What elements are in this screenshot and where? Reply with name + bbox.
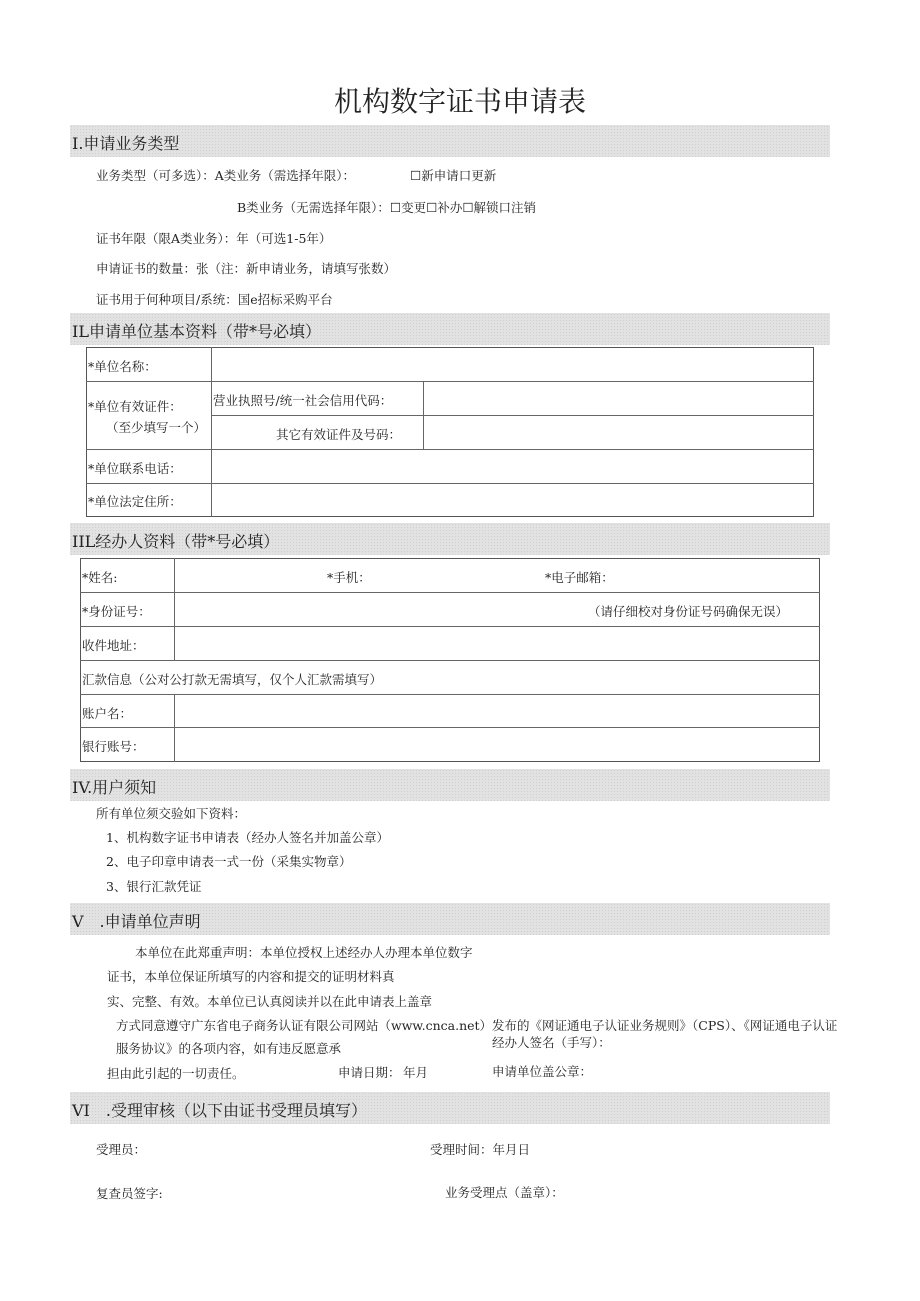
agent-id-label: *身份证号： bbox=[82, 604, 151, 619]
cert-quantity: 申请证书的数量：张（注：新申请业务，请填写张数） bbox=[96, 261, 397, 276]
notice-item: 1、机构数字证书申请表（经办人签名并加盖公章） bbox=[106, 830, 389, 845]
remit-info-label: 汇款信息（公对公打款无需填写，仅个人汇款需填写） bbox=[82, 672, 383, 687]
mail-address-label: 收件地址： bbox=[82, 638, 145, 653]
unit-phone-label: *单位联系电话： bbox=[88, 461, 182, 476]
business-type-a-options[interactable]: ☐新申请口更新 bbox=[410, 168, 497, 183]
agent-mobile-label: *手机： bbox=[327, 570, 371, 585]
form-title: 机构数字证书申请表 bbox=[333, 85, 586, 118]
cert-years: 证书年限（限A类业务）：年（可选1-5年） bbox=[96, 231, 332, 246]
section-4-header: IV.用户须知 bbox=[70, 769, 830, 801]
service-point-label: 业务受理点（盖章）： bbox=[445, 1185, 564, 1200]
unit-seal-label: 申请单位盖公章： bbox=[492, 1064, 593, 1079]
account-name-label: 账户名： bbox=[82, 706, 133, 721]
reviewer-label: 复查员签字: bbox=[96, 1186, 163, 1201]
license-label: 营业执照号/统一社会信用代码： bbox=[213, 393, 393, 408]
business-type-b[interactable]: B类业务（无需选择年限）：☐变更☐补办☐解锁口注销 bbox=[237, 200, 537, 215]
business-type-a: 业务类型（可多选）：A类业务（需选择年限）： bbox=[96, 168, 356, 183]
clerk-label: 受理员： bbox=[96, 1142, 147, 1157]
agent-id-note: （请仔细校对身份证号码确保无误） bbox=[588, 604, 789, 619]
apply-date-ym: 年月 bbox=[403, 1065, 429, 1080]
apply-date-label: 申请日期： bbox=[338, 1065, 401, 1080]
unit-address-label: *单位法定住所： bbox=[88, 494, 182, 509]
unit-name-label: *单位名称： bbox=[88, 359, 157, 374]
section-3-header: IIL经办人资料（带*号必填） bbox=[70, 523, 830, 555]
declaration-line: 担由此引起的一切责任。 bbox=[107, 1066, 245, 1081]
unit-cert-label: *单位有效证件： bbox=[88, 399, 182, 414]
declaration-line: 方式同意遵守广东省电子商务认证有限公司网站（www.cnca.net）发布的《网证通电子认证业务规则》（CPS）、《网证通电子认证 bbox=[116, 1018, 838, 1033]
notice-item: 3、银行汇款凭证 bbox=[106, 879, 202, 894]
section-5-header: V .申请单位声明 bbox=[70, 903, 830, 935]
declaration-line: 本单位在此郑重声明：本单位授权上述经办人办理本单位数字 bbox=[135, 945, 473, 960]
declaration-line: 实、完整、有效。本单位已认真阅读并以在此申请表上盖章 bbox=[107, 994, 433, 1009]
notice-intro: 所有单位须交验如下资料： bbox=[96, 806, 247, 821]
agent-name-label: *姓名: bbox=[82, 570, 118, 585]
section-1-header: I.申请业务类型 bbox=[70, 125, 830, 157]
notice-item: 2、电子印章申请表一式一份（采集实物章） bbox=[106, 854, 352, 869]
declaration-line: 证书，本单位保证所填写的内容和提交的证明材料真 bbox=[107, 969, 395, 984]
cert-purpose: 证书用于何种项目/系统：国e招标采购平台 bbox=[96, 292, 333, 307]
account-no-label: 银行账号： bbox=[82, 739, 145, 754]
accept-time-label: 受理时间：年月日 bbox=[430, 1142, 531, 1157]
agent-signature-label: 经办人签名（手写）： bbox=[492, 1035, 611, 1050]
section-2-header: IL申请单位基本资料（带*号必填） bbox=[70, 313, 830, 345]
unit-cert-note: （至少填写一个） bbox=[106, 420, 207, 435]
other-cert-label: 其它有效证件及号码： bbox=[276, 427, 402, 442]
section-6-header: VI .受理审核（以下由证书受理员填写） bbox=[70, 1092, 830, 1124]
agent-email-label: *电子邮箱： bbox=[545, 570, 614, 585]
declaration-line: 服务协议》的各项内容，如有违反愿意承 bbox=[116, 1041, 342, 1056]
